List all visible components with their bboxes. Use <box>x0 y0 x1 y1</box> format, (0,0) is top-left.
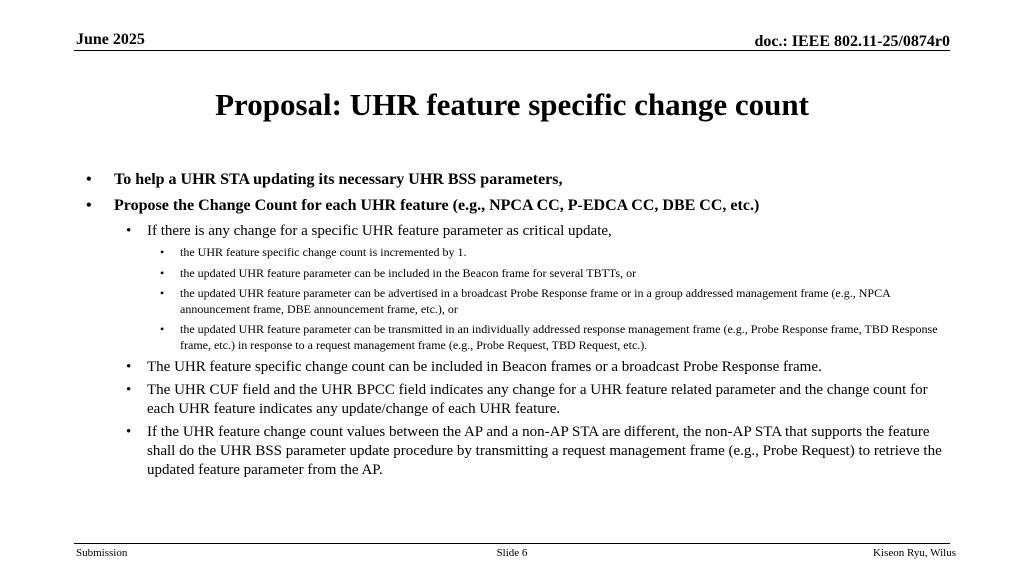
bullet-level2 <box>82 381 942 419</box>
bullet-level1 <box>82 170 942 190</box>
bullet-text: Propose the Change Count for each UHR feature (e.g., NPCA CC, P-EDCA CC, DBE CC, etc.) <box>114 197 760 214</box>
bullet-dot: • <box>160 286 165 300</box>
bullet-text: The UHR feature specific change count can be included in Beacon frames or a broadcast Probe Response frame. <box>147 359 822 375</box>
bullet-text: If there is any change for a specific UHR feature parameter as critical update, <box>147 223 612 239</box>
bullet-text: the updated UHR feature parameter can be advertised in a broadcast Probe Response frame or in a group addressed management frame (e.g., NPCA announcement frame, DBE announcement frame, etc.), or <box>180 286 891 316</box>
footer-slide-number: Slide 6 <box>496 547 528 559</box>
bullet-level2 <box>82 358 942 377</box>
bullet-text: If the UHR feature change count values between the AP and a non-AP STA are different, the non-AP STA that supports the feature shall do the UHR BSS parameter update procedure by transmitting a request management frame (e.g., Probe Request) to retrieve the updated feature parameter from the AP. <box>147 424 942 478</box>
bullet-dot: • <box>160 322 165 336</box>
header-doc-id: doc.: IEEE 802.11-25/0874r0 <box>754 33 950 50</box>
bullet-text: the updated UHR feature parameter can be transmitted in an individually addressed response management frame (e.g., Probe Response frame, TBD Response frame, etc.) in response to a request management frame (e.g., Probe Request, TBD Request, etc.). <box>180 322 938 352</box>
bullet-dot: • <box>160 265 165 280</box>
bullet-text: The UHR CUF field and the UHR BPCC field indicates any change for a UHR feature related parameter and the change count for each UHR feature indicates any update/change of each UHR feature. <box>147 382 928 417</box>
bullet-level2 <box>82 222 942 241</box>
header-divider <box>74 50 950 51</box>
bullet-level3 <box>82 322 942 353</box>
bullet-dot: • <box>126 359 132 375</box>
bullet-dot: • <box>86 171 92 188</box>
bullet-dot: • <box>86 197 92 214</box>
bullet-level2 <box>82 423 942 480</box>
slide-body <box>82 170 942 484</box>
bullet-level1 <box>82 196 942 216</box>
bullet-dot: • <box>126 223 132 239</box>
bullet-level3 <box>82 266 942 282</box>
header-date: June 2025 <box>76 31 145 48</box>
bullet-level3 <box>82 245 942 261</box>
bullet-dot: • <box>126 382 132 398</box>
bullet-text: the UHR feature specific change count is incremented by 1. <box>180 245 467 259</box>
footer-submission: Submission <box>76 547 128 559</box>
bullet-text: the updated UHR feature parameter can be included in the Beacon frame for several TBTTs, or <box>180 265 637 280</box>
footer-author: Kiseon Ryu, Wilus <box>873 547 956 559</box>
bullet-dot: • <box>126 424 132 440</box>
bullet-dot: • <box>160 245 165 259</box>
bullet-text: To help a UHR STA updating its necessary UHR BSS parameters, <box>114 171 563 188</box>
slide-title: Proposal: UHR feature specific change count <box>215 87 809 122</box>
footer-divider <box>74 543 950 544</box>
bullet-level3 <box>82 286 942 317</box>
